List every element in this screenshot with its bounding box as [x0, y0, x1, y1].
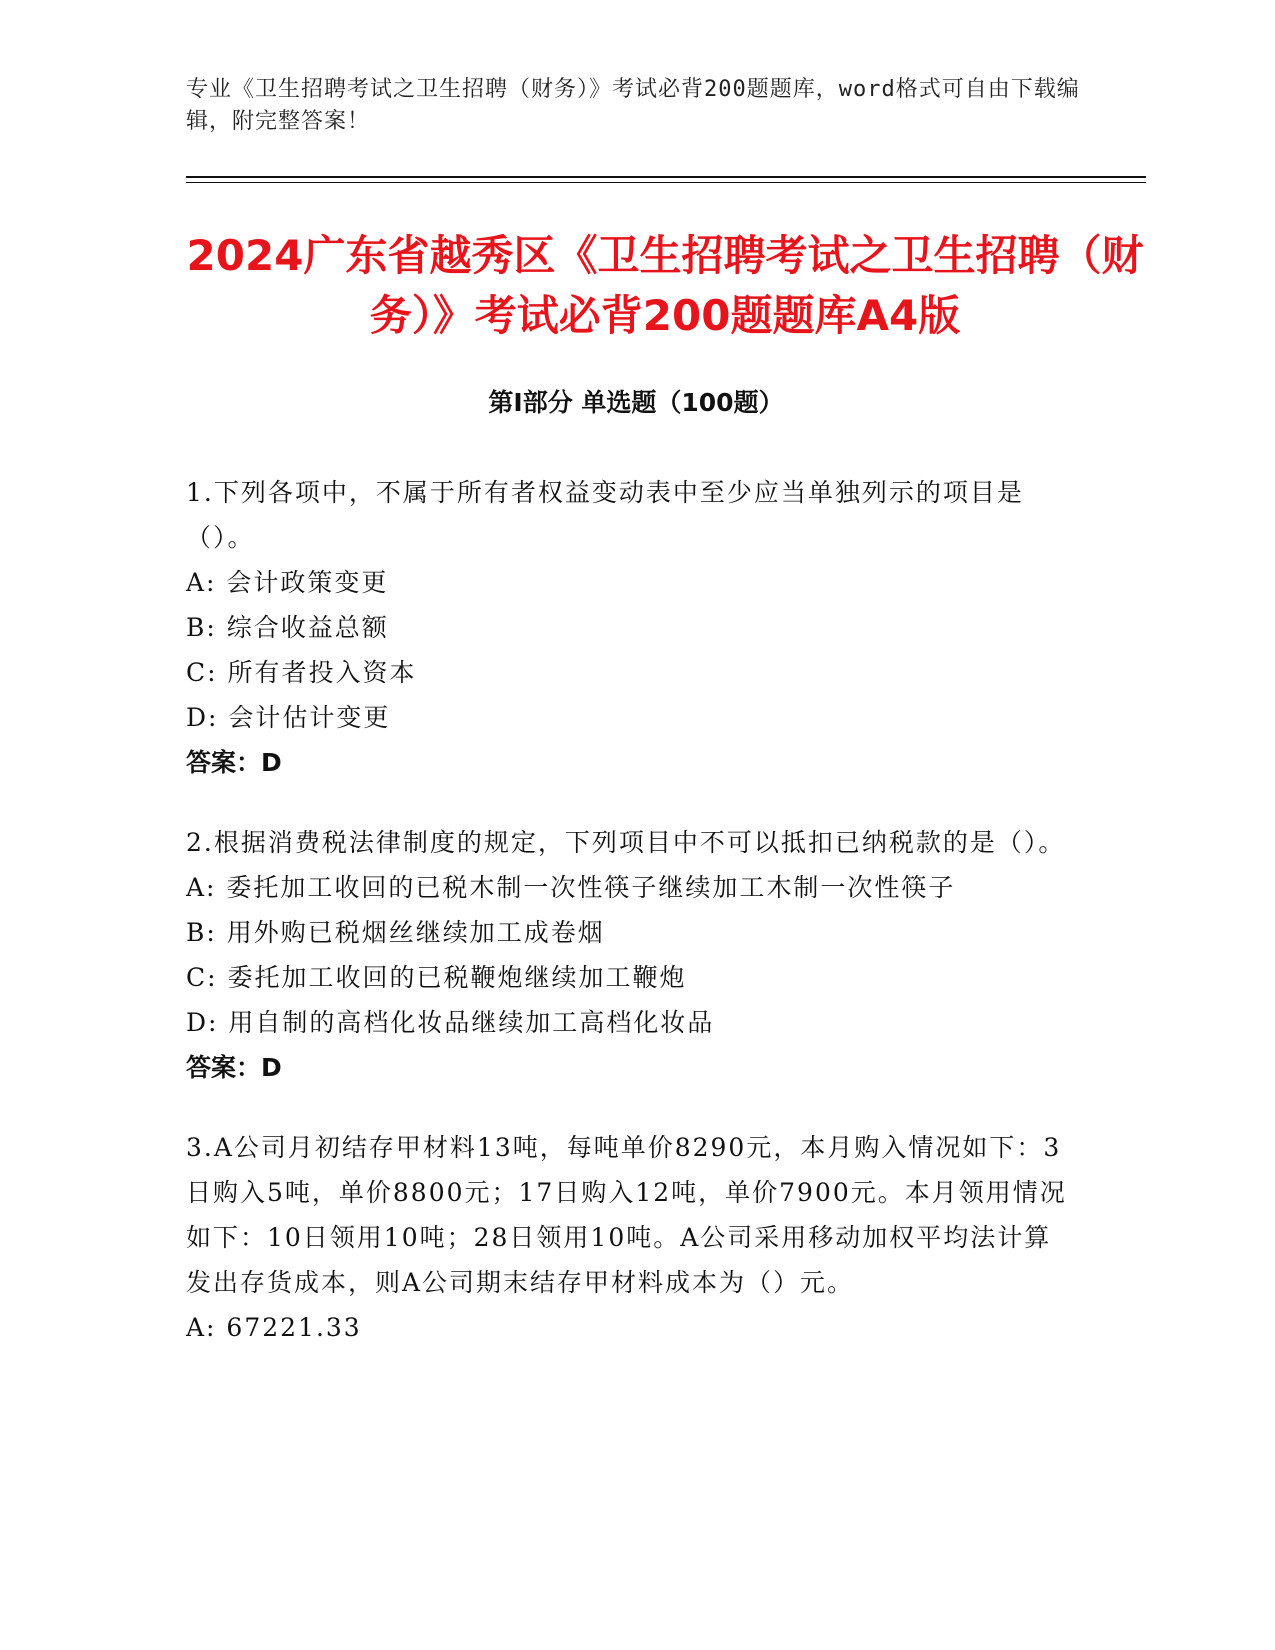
question-3	[186, 1125, 1076, 1350]
answer: 答案：D	[186, 748, 282, 777]
header-note: 专业《卫生招聘考试之卫生招聘（财务）》考试必背200题题库，word格式可自由下载编辑，附完整答案！	[186, 77, 1080, 134]
question-2	[186, 820, 1076, 1090]
option-a: A: 会计政策变更	[186, 568, 389, 597]
header-rule-thick	[186, 176, 1146, 178]
question-list	[186, 470, 1076, 1385]
option-b: B: 综合收益总额	[186, 613, 389, 642]
option-a: A: 委托加工收回的已税木制一次性筷子继续加工木制一次性筷子	[186, 873, 956, 902]
option-b: B: 用外购已税烟丝继续加工成卷烟	[186, 918, 605, 947]
option-d: D: 会计估计变更	[186, 703, 391, 732]
option-d: D: 用自制的高档化妆品继续加工高档化妆品	[186, 1008, 715, 1037]
option-c: C: 所有者投入资本	[186, 658, 417, 687]
option-a: A: 67221.33	[186, 1313, 362, 1342]
document-title: 2024广东省越秀区《卫生招聘考试之卫生招聘（财务）》考试必背200题题库A4版	[186, 231, 1144, 340]
question-1	[186, 470, 1076, 785]
answer: 答案：D	[186, 1053, 282, 1082]
question-text: 3.A公司月初结存甲材料13吨，每吨单价8290元，本月购入情况如下：3日购入5吨，单价8800元；17日购入12吨，单价7900元。本月领用情况如下：10日领用10吨；28日领用10吨。A公司采用移动加权平均法计算发出存货成本，则A公司期末结存甲材料成本为（）元。	[186, 1133, 1067, 1297]
option-c: C: 委托加工收回的已税鞭炮继续加工鞭炮	[186, 963, 687, 992]
question-text: 2.根据消费税法律制度的规定，下列项目中不可以抵扣已纳税款的是（）。	[186, 828, 1066, 857]
section-title: 第Ⅰ部分 单选题（100题）	[488, 388, 784, 417]
question-text: 1.下列各项中，不属于所有者权益变动表中至少应当单独列示的项目是（）。	[186, 478, 1024, 552]
header-rule-thin	[186, 182, 1146, 183]
